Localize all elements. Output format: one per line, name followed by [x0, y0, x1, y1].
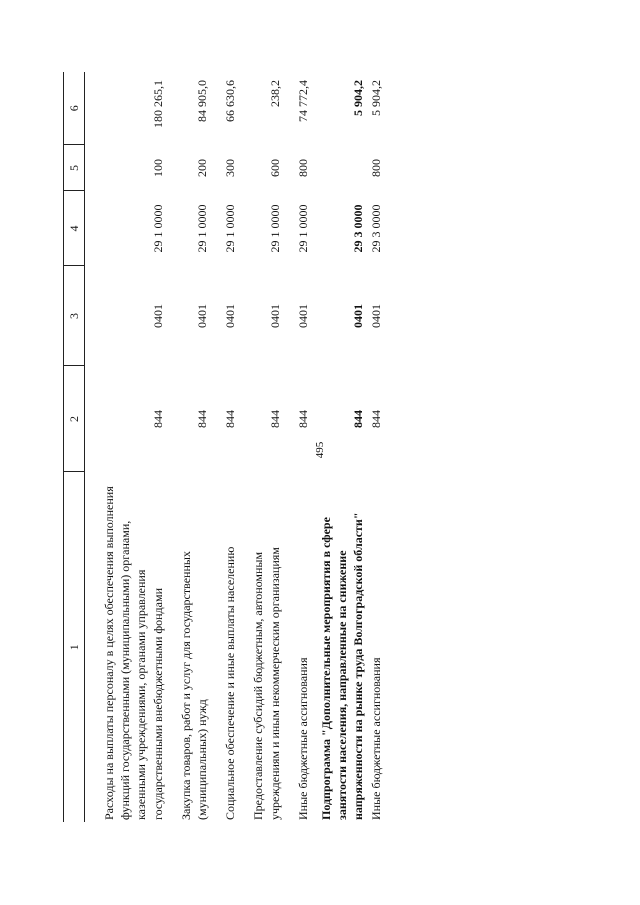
- row-code-target: 29 3 0000: [351, 204, 366, 253]
- row-code-type: 600: [267, 159, 282, 177]
- row-label: Закупка товаров, работ и услуг для государственных (муниципальных) нужд: [178, 551, 209, 820]
- table-row: [172, 72, 216, 822]
- page-number: 495: [314, 441, 326, 459]
- header-col-5: 5: [64, 145, 85, 191]
- row-code-grbs: 844: [150, 410, 165, 428]
- table-row: [244, 72, 288, 822]
- row-code-grbs: 844: [351, 410, 366, 428]
- table-row: [289, 72, 317, 822]
- row-code-type: 100: [150, 159, 165, 177]
- row-code-target: 29 1 0000: [295, 204, 310, 253]
- row-amount: 66 630,6: [223, 80, 238, 122]
- row-label: Иные бюджетные ассигнования: [295, 657, 310, 820]
- table-row: [367, 72, 385, 822]
- row-code-section: 0401: [369, 304, 384, 328]
- row-amount: 238,2: [267, 80, 282, 107]
- row-code-type: 300: [223, 159, 238, 177]
- rotated-page-area: [63, 72, 601, 822]
- row-code-target: 29 1 0000: [150, 204, 165, 253]
- header-col-3: 3: [64, 266, 85, 366]
- budget-table-wrapper: [63, 72, 601, 822]
- row-amount: 74 772,4: [295, 80, 310, 122]
- header-col-2: 2: [64, 366, 85, 472]
- budget-table: [63, 72, 386, 822]
- table-row: [95, 72, 172, 822]
- row-amount: 5 904,2: [369, 80, 384, 116]
- row-label: Расходы на выплаты персоналу в целях обеспечения выполнения функций государственными (муниципальными) органами, казенными учреждениями, органами управления государственными внебюджетными фондами: [102, 486, 165, 820]
- header-col-1: 1: [64, 472, 85, 822]
- row-code-grbs: 844: [223, 410, 238, 428]
- table-row-subprogram: [317, 72, 368, 822]
- row-code-grbs: 844: [194, 410, 209, 428]
- row-amount: 5 904,2: [351, 80, 366, 116]
- header-col-4: 4: [64, 191, 85, 266]
- row-code-section: 0401: [150, 304, 165, 328]
- header-col-6: 6: [64, 72, 85, 145]
- row-code-section: 0401: [223, 304, 238, 328]
- row-label: Подпрограмма "Дополнительные мероприятия в сфере занятости населения, направленные на снижение напряженности на рынке труда Волгоградской области": [318, 512, 366, 820]
- row-code-type: 800: [369, 159, 384, 177]
- header-row: [64, 72, 85, 822]
- row-code-section: 0401: [267, 304, 282, 328]
- row-code-section: 0401: [351, 304, 366, 328]
- row-code-target: 29 3 0000: [369, 204, 384, 253]
- row-code-section: 0401: [194, 304, 209, 328]
- row-code-grbs: 844: [295, 410, 310, 428]
- row-code-grbs: 844: [369, 410, 384, 428]
- row-label: Социальное обеспечение и иные выплаты населению: [223, 546, 238, 820]
- row-label: Иные бюджетные ассигнования: [369, 657, 384, 820]
- table-row: [216, 72, 244, 822]
- row-amount: 84 905,0: [194, 80, 209, 122]
- row-code-type: 200: [194, 159, 209, 177]
- row-code-target: 29 1 0000: [194, 204, 209, 253]
- row-code-type: 800: [295, 159, 310, 177]
- row-code-target: 29 1 0000: [267, 204, 282, 253]
- row-code-section: 0401: [295, 304, 310, 328]
- row-amount: 180 265,1: [150, 80, 165, 128]
- row-code-type: [317, 145, 368, 191]
- row-code-target: 29 1 0000: [223, 204, 238, 253]
- row-code-grbs: 844: [267, 410, 282, 428]
- row-label: Предоставление субсидий бюджетным, автономным учреждениям и иным некоммерческим организациям: [251, 547, 282, 820]
